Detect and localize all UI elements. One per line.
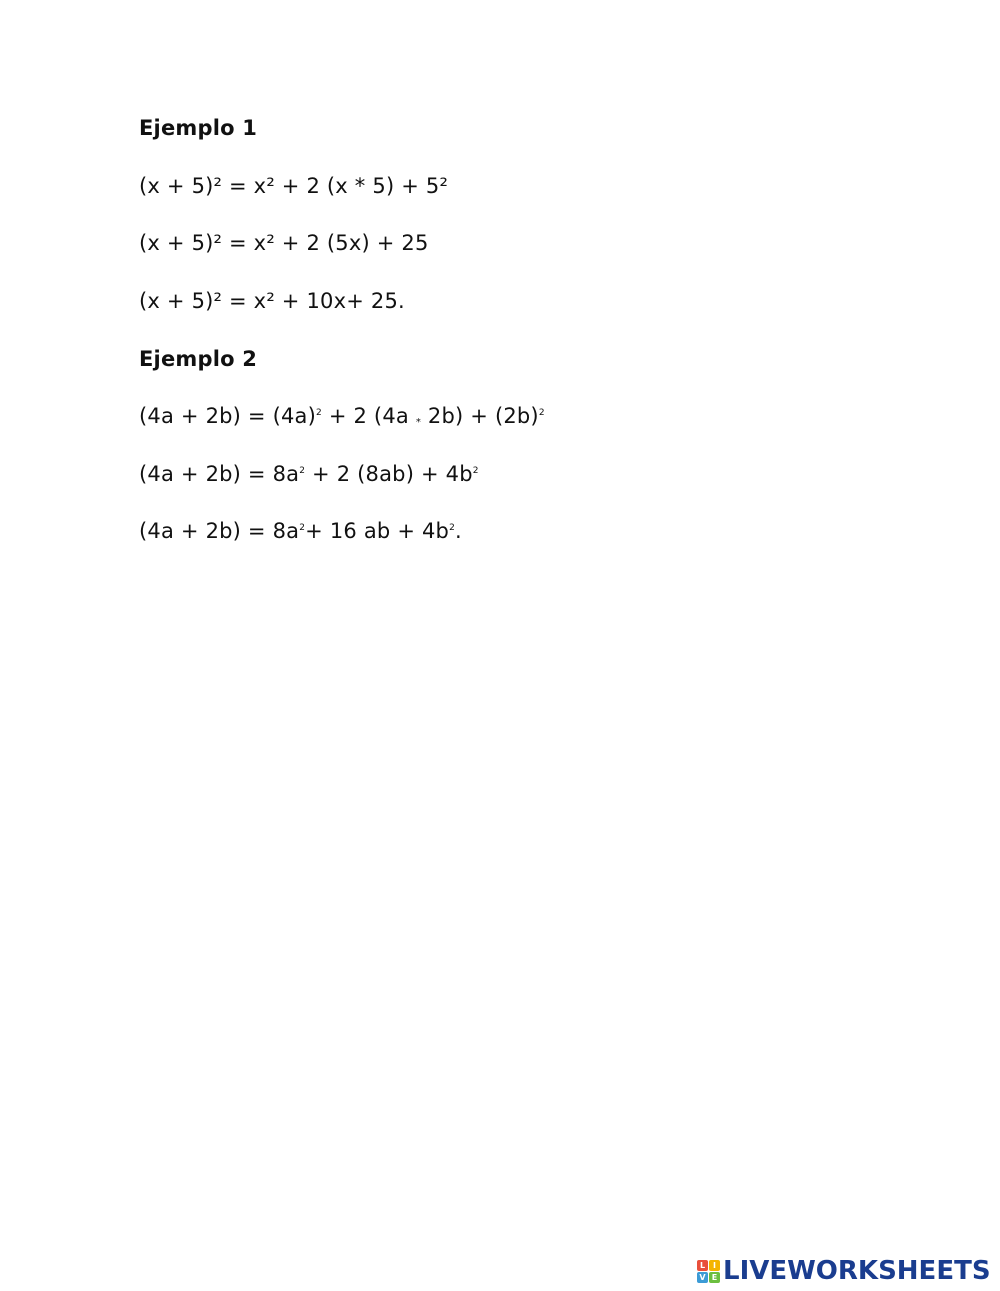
superscript: 2 [538,408,545,418]
superscript: 2 [472,466,479,476]
equation-part: + 2 (4a [321,404,416,428]
example-1-heading: Ejemplo 1 [139,116,258,140]
example-1-step-2: (x + 5)² = x² + 2 (5x) + 25 [139,231,429,255]
logo-mark-icon [697,1260,720,1283]
liveworksheets-logo [697,1257,991,1285]
equation-part: (4a + 2b) = 8a [139,462,300,486]
example-2-step-1 [139,402,545,430]
brand-name: LIVEWORKSHEETS [723,1256,991,1286]
example-2-step-3 [139,517,462,545]
superscript: 2 [316,408,322,418]
equation-part: (4a + 2b) = (4a) [139,404,317,428]
equation-part: 2b) + (2b) [421,404,539,428]
equation-part: . [455,519,462,543]
superscript: 2 [299,523,306,533]
example-2-step-2 [139,460,479,488]
logo-letter: L [697,1260,708,1271]
superscript: 2 [449,523,456,533]
logo-letter: V [697,1272,708,1283]
superscript: 2 [299,466,306,476]
equation-part: (4a + 2b) = 8a [139,519,300,543]
multiply-operator: * [415,417,422,428]
example-1-step-3: (x + 5)² = x² + 10x+ 25. [139,289,405,313]
logo-letter: I [709,1260,720,1271]
example-2-heading: Ejemplo 2 [139,347,258,371]
equation-part: + 16 ab + 4b [305,519,450,543]
example-1-step-1: (x + 5)² = x² + 2 (x * 5) + 5² [139,174,449,198]
equation-part: + 2 (8ab) + 4b [305,462,473,486]
logo-letter: E [709,1272,720,1283]
